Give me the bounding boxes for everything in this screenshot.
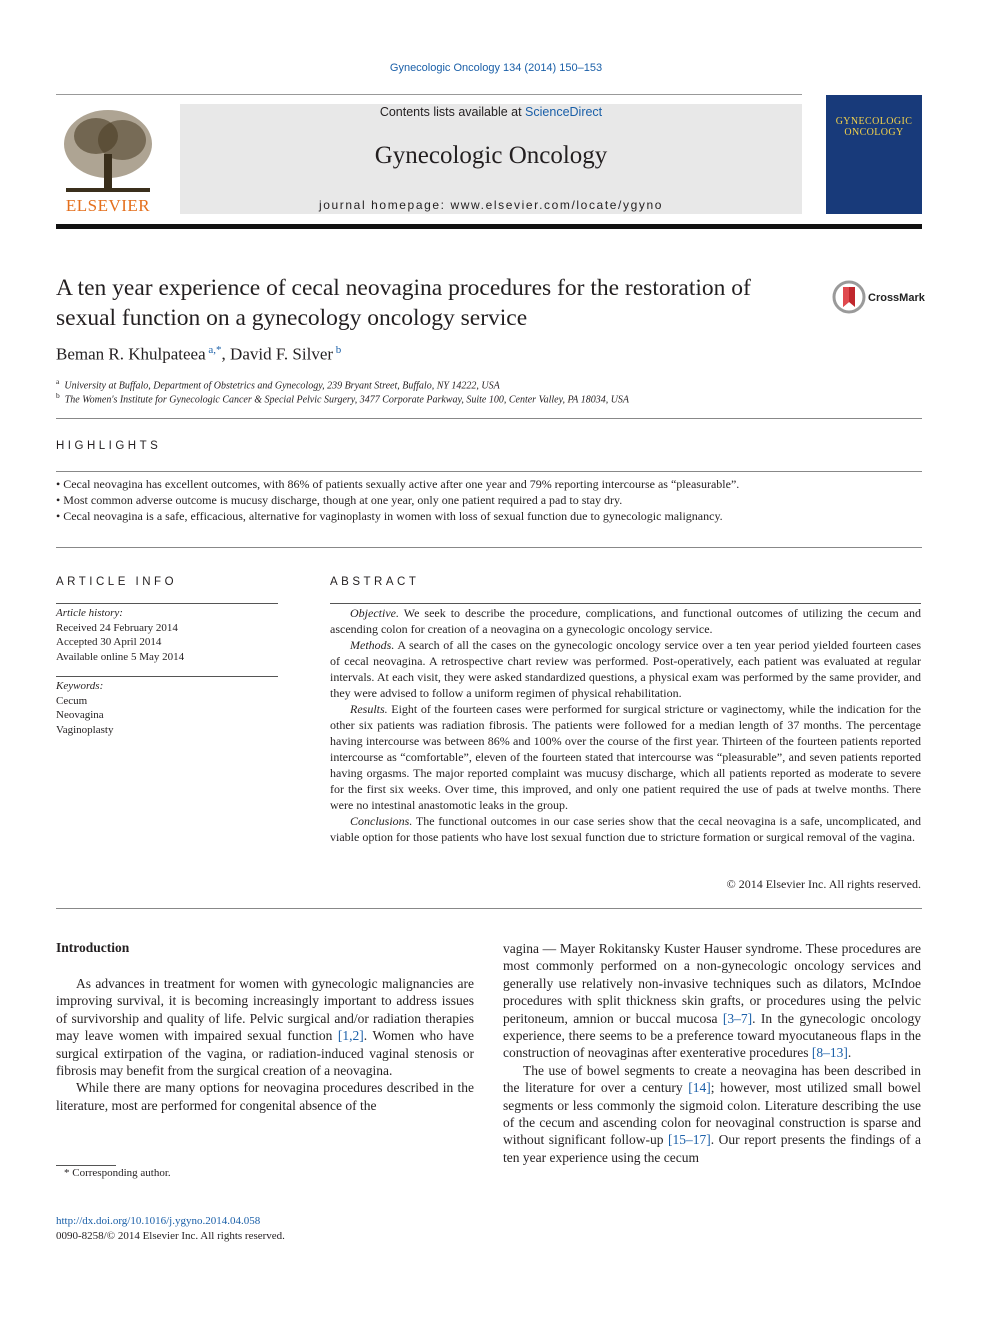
sciencedirect-link[interactable]: ScienceDirect bbox=[525, 105, 603, 119]
article-title: A ten year experience of cecal neovagina procedures for the restoration of sexual function on a gynecology oncology service bbox=[56, 275, 751, 331]
article-info-label: ARTICLE INFO bbox=[56, 576, 178, 588]
author-name[interactable]: Beman R. Khulpateea bbox=[56, 344, 206, 364]
journal-name: Gynecologic Oncology bbox=[374, 142, 608, 169]
abstract-body bbox=[330, 605, 921, 845]
highlight-item: • Cecal neovagina is a safe, efficacious, alternative for vaginoplasty in women with loss of sexual function due to gynecologic malignancy. bbox=[56, 509, 723, 523]
citation-link[interactable]: [15–17] bbox=[667, 1132, 711, 1148]
citation-link[interactable]: [8–13] bbox=[811, 1045, 848, 1061]
citation-link[interactable]: [14] bbox=[688, 1080, 711, 1096]
journal-homepage[interactable]: journal homepage: www.elsevier.com/locate/ygyno bbox=[318, 198, 663, 212]
divider bbox=[56, 603, 278, 604]
highlight-item: • Most common adverse outcome is mucusy discharge, though at one year, only one patient required a pad to stay dry. bbox=[56, 493, 623, 507]
abstract-label: ABSTRACT bbox=[330, 576, 420, 588]
body-paragraph: As advances in treatment for women with gynecologic malignancies are improving survival, it is becoming increasingly important to address issues of survivorship and quality of life. Pelvic surgical and/or radiation therapies may leave women with impaired sexual function [1,2]. Women who have surgical extirpation of the vagina, or radiation-induced vaginal stenosis or fibrosis may benefit from the surgical creation of a neovagina. bbox=[56, 976, 475, 1079]
elsevier-wordmark: ELSEVIER bbox=[65, 196, 151, 215]
left-column bbox=[56, 975, 474, 1114]
divider bbox=[56, 418, 922, 419]
body-paragraph: The use of bowel segments to create a neovagina has been described in the literature for over a century [14]; however, most utilized small bowel segments or less commonly the sigmoid colon. Literature describing the use of the cecum and ascending colon for neovaginal construction is sparse and without significant follow-up [15–17]. Our report presents the findings of a ten year experience using the cecum bbox=[503, 1062, 921, 1165]
abstract-paragraph: Conclusions. The functional outcomes in our case series show that the cecal neovagina is a safe, uncomplicated, and viable option for those patients who have lost sexual function due to stricture formation or surgical removal of the vagina. bbox=[330, 814, 921, 844]
crossmark-icon[interactable] bbox=[832, 280, 866, 314]
cover-title: GYNECOLOGIC ONCOLOGY bbox=[835, 116, 913, 138]
author-list: Beman R. Khulpateea $^{a,*}$, David F. Silver $^b$ bbox=[56, 344, 342, 364]
contents-prefix: Contents lists available at bbox=[379, 105, 526, 119]
body-paragraph: vagina — Mayer Rokitansky Kuster Hauser syndrome. These procedures are most commonly performed on a non-gynecologic oncology services and generally use relatively non-invasive techniques such as dilators, McIndoe procedures with split thickness skin grafts, or procedures using the pelvic peritoneum, amnion or buccal mucosa [3–7]. In the gynecologic oncology experience, there seems to be a preference toward myocutaneous flaps in the construction of neovaginas after exenterative procedures [8–13]. bbox=[503, 941, 921, 1061]
body-paragraph: While there are many options for neovagina procedures described in the literature, most are performed for congenital absence of the bbox=[56, 1080, 474, 1113]
abstract-paragraph: Results. Eight of the fourteen cases were performed for surgical stricture or vaginectomy, while the indication for the other six patients was radiation fibrosis. The patients were followed for a median length of 37 months. The percentage having intercourse was between 86% and 100% over the course of the first year. Thirteen of the fourteen patients reported intercourse as “comfortable”, eleven of the fourteen stated that intercourse was “pleasurable”, and seven patients reported having orgasms. The major reported complaint was mucusy discharge, which all patients reported as moderate to severe for the first six weeks. Over time, this improved, and only one patient required the use of pads at twelve months. There were no intestinal anastomotic leaks in the group. bbox=[330, 702, 921, 812]
right-column bbox=[503, 940, 921, 1166]
abstract-paragraph: Objective. We seek to describe the procedure, complications, and functional outcomes of utilizing the cecum and ascending colon for creation of a neovagina on a gynecologic oncology service. bbox=[330, 606, 921, 636]
doi-link[interactable]: http://dx.doi.org/10.1016/j.ygyno.2014.04.058 bbox=[56, 1215, 261, 1227]
divider bbox=[56, 471, 922, 472]
journal-reference[interactable]: Gynecologic Oncology 134 (2014) 150–153 bbox=[389, 62, 603, 74]
top-rule bbox=[56, 94, 802, 95]
article-history: Article history: Received 24 February 2014 Accepted 30 April 2014 Available online 5 May 2014 bbox=[56, 607, 185, 663]
keywords: Keywords: Cecum Neovagina Vaginoplasty bbox=[56, 680, 114, 736]
header-rule bbox=[56, 224, 922, 229]
abstract-paragraph: Methods. A search of all the cases on the gynecologic oncology service over a ten year period yielded fourteen cases of cecal neovagina. A retrospective chart review was performed. Post-operatively, each patient was evaluated at regular intervals. At each visit, they were asked standardized questions, a physical exam was performed by the same provider, and they were advised to follow a uniform regimen of physical rehabilitation. bbox=[330, 638, 921, 700]
divider bbox=[330, 603, 921, 604]
citation-link[interactable]: [1,2] bbox=[337, 1028, 364, 1044]
divider bbox=[56, 676, 278, 677]
divider bbox=[56, 547, 922, 548]
author-name[interactable]: David F. Silver bbox=[230, 344, 334, 364]
highlight-item: • Cecal neovagina has excellent outcomes, with 86% of patients sexually active after one year and 79% reporting intercourse as “pleasurable”. bbox=[56, 477, 740, 491]
contents-line bbox=[180, 105, 802, 119]
highlights-label: HIGHLIGHTS bbox=[56, 440, 162, 452]
journal-cover-image bbox=[826, 95, 922, 214]
divider bbox=[56, 908, 922, 909]
issn-line: 0090-8258/© 2014 Elsevier Inc. All rights reserved. bbox=[56, 1230, 285, 1242]
citation-link[interactable]: [3–7] bbox=[722, 1010, 753, 1026]
author-sup[interactable]: a,* bbox=[208, 344, 222, 356]
author-sup[interactable]: b bbox=[335, 344, 342, 356]
footnote-rule bbox=[56, 1165, 116, 1166]
section-heading: Introduction bbox=[56, 940, 130, 955]
crossmark-label[interactable]: CrossMark bbox=[868, 292, 925, 304]
affiliation: $^a$ University at Buffalo, Department of Obstetrics and Gynecology, 239 Bryant Street, Buffalo, NY 14222, USA bbox=[56, 377, 500, 392]
abstract-copyright: © 2014 Elsevier Inc. All rights reserved. bbox=[726, 877, 921, 891]
affiliation: $^b$ The Women's Institute for Gynecologic Cancer & Special Pelvic Surgery, 3477 Corporate Parkway, Suite 100, Center Valley, PA 18034, USA bbox=[56, 391, 630, 406]
footnote: * Corresponding author. bbox=[64, 1167, 171, 1179]
